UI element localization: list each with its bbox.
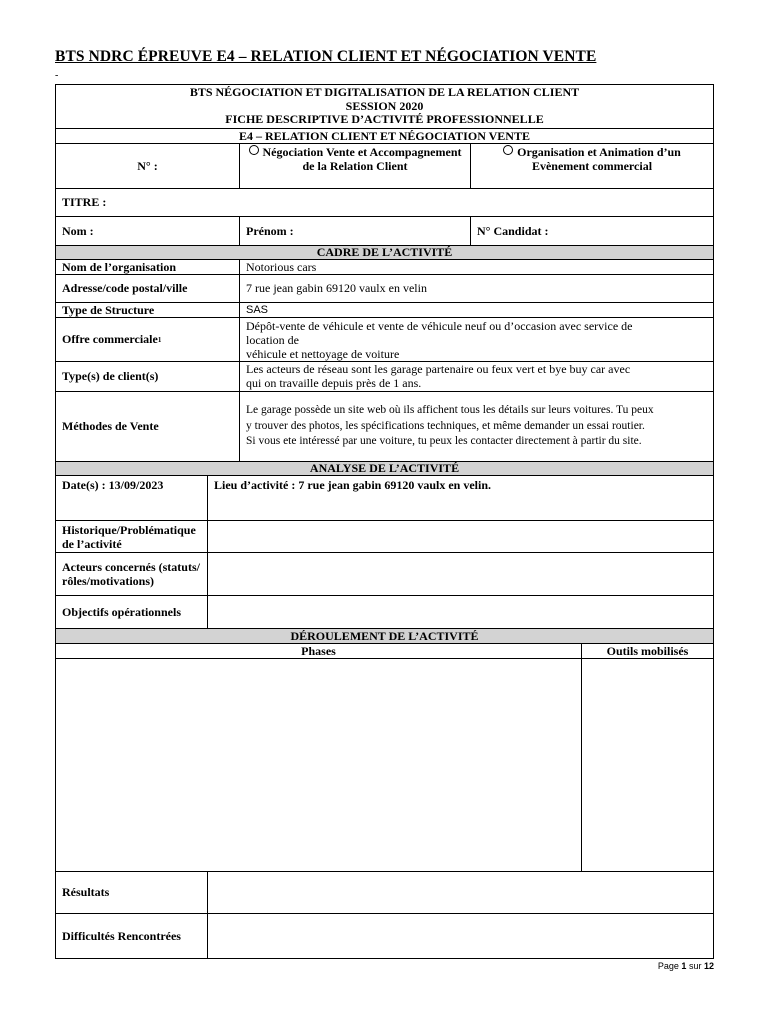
historique-field[interactable]: [208, 521, 713, 552]
nom-label: Nom :: [56, 217, 240, 245]
org-row: [56, 260, 713, 275]
option-evenement-label: Organisation et Animation d’un Evènement commercial: [517, 145, 681, 173]
lieu-label: Lieu d’activité : 7 rue jean gabin 69120 vaulx en velin.: [214, 478, 491, 492]
address-label: Adresse/code postal/ville: [56, 275, 240, 302]
historique-row: [56, 521, 713, 553]
methodes-label: Méthodes de Vente: [56, 392, 240, 461]
date-row: [56, 476, 713, 521]
footer-sur-word: sur: [688, 961, 702, 971]
phases-body-row: [56, 659, 713, 872]
phases-field[interactable]: [56, 659, 582, 871]
identity-row: [56, 217, 713, 246]
prenom-label: Prénom :: [240, 217, 471, 245]
methodes-value: [240, 392, 713, 461]
methodes-line-2: y trouver des photos, les spécifications techniques, et même demander un essai routier.: [246, 419, 645, 432]
deroulement-heading-row: [56, 629, 713, 644]
offre-label-text: Offre commerciale: [62, 332, 158, 346]
offre-line-3: véhicule et nettoyage de voiture: [246, 346, 400, 361]
difficultes-label: Difficultés Rencontrées: [56, 914, 208, 958]
cadre-heading-row: [56, 246, 713, 260]
header-line-2: SESSION 2020: [345, 98, 424, 113]
footnote-marker: 1: [157, 335, 162, 344]
clients-label: Type(s) de client(s): [56, 362, 240, 391]
objectifs-label: Objectifs opérationnels: [56, 596, 208, 628]
difficultes-field[interactable]: [208, 914, 713, 958]
objectifs-row: [56, 596, 713, 629]
candidat-label: N° Candidat :: [477, 223, 549, 238]
objectifs-field[interactable]: [208, 596, 713, 628]
difficultes-row: [56, 914, 713, 958]
methodes-row: [56, 392, 713, 462]
org-label: Nom de l’organisation: [56, 260, 240, 274]
numero-label: N° :: [56, 144, 240, 188]
outils-header: Outils mobilisés: [606, 643, 689, 658]
acteurs-row: [56, 553, 713, 596]
header-line-3: FICHE DESCRIPTIVE D’ACTIVITÉ PROFESSIONNELLE: [225, 112, 544, 127]
cadre-heading: CADRE DE L’ACTIVITÉ: [56, 246, 713, 259]
epreuve-title: E4 – RELATION CLIENT ET NÉGOCIATION VENTE: [239, 128, 530, 143]
page-footer: [658, 961, 714, 971]
header-block: [56, 85, 713, 128]
address-value: 7 rue jean gabin 69120 vaulx en velin: [246, 281, 427, 295]
radio-circle-icon[interactable]: [249, 145, 259, 155]
options-row: [56, 144, 713, 189]
resultats-row: [56, 872, 713, 914]
structure-row: [56, 303, 713, 318]
methodes-line-3: Si vous ete intéressé par une voiture, tu peux les contacter directement à partir du site.: [246, 435, 642, 448]
org-value: Notorious cars: [246, 259, 317, 274]
footer-total-pages: 12: [703, 961, 714, 971]
clients-row: [56, 362, 713, 392]
offre-row: [56, 318, 713, 362]
header-line-1: BTS NÉGOCIATION ET DIGITALISATION DE LA RELATION CLIENT: [189, 85, 580, 100]
footer-page-word: Page: [657, 961, 679, 971]
epreuve-row: [56, 129, 713, 144]
titre-row: [56, 189, 713, 217]
radio-circle-icon[interactable]: [503, 145, 513, 155]
methodes-line-1: Le garage possède un site web où ils affichent tous les détails sur leurs voitures. Tu peux: [246, 404, 654, 417]
resultats-label: Résultats: [56, 872, 208, 913]
form-grid: [55, 84, 714, 959]
phases-header-row: [56, 644, 713, 659]
analyse-heading: ANALYSE DE L’ACTIVITÉ: [56, 462, 713, 475]
offre-line-1: Dépôt-vente de véhicule et vente de véhicule neuf ou d’occasion avec service de: [246, 318, 633, 333]
structure-label: Type de Structure: [56, 303, 240, 317]
acteurs-field[interactable]: [208, 553, 713, 595]
header-block-row: [56, 85, 713, 129]
structure-value: SAS: [246, 304, 269, 316]
offre-line-2: location de: [246, 332, 299, 347]
offre-value: [240, 318, 713, 361]
offre-label: [56, 318, 240, 361]
clients-value: [240, 362, 713, 391]
phases-header: Phases: [56, 644, 582, 658]
acteurs-label: Acteurs concernés (statuts/rôles/motivations): [56, 553, 208, 595]
option-negociation[interactable]: [240, 144, 471, 188]
footer-current-page: 1: [681, 961, 687, 971]
document-title: BTS NDRC ÉPREUVE E4 – RELATION CLIENT ET NÉGOCIATION VENTE: [55, 48, 597, 65]
clients-line-1: Les acteurs de réseau sont les garage partenaire ou feux vert et bye buy car avec: [246, 362, 631, 376]
address-row: [56, 275, 713, 303]
deroulement-heading: DÉROULEMENT DE L’ACTIVITÉ: [56, 629, 713, 643]
separator-dash: -: [55, 70, 59, 81]
date-label: Date(s) : 13/09/2023: [56, 476, 208, 520]
outils-field[interactable]: [582, 659, 713, 871]
resultats-field[interactable]: [208, 872, 713, 913]
historique-label: Historique/Problématique de l’activité: [56, 521, 208, 552]
analyse-heading-row: [56, 462, 713, 476]
option-negociation-label: Négociation Vente et Accompagnement de la Relation Client: [262, 145, 462, 173]
option-evenement[interactable]: [471, 144, 713, 188]
clients-line-2: qui on travaille depuis près de 1 ans.: [246, 376, 422, 390]
titre-label: TITRE :: [62, 195, 107, 209]
